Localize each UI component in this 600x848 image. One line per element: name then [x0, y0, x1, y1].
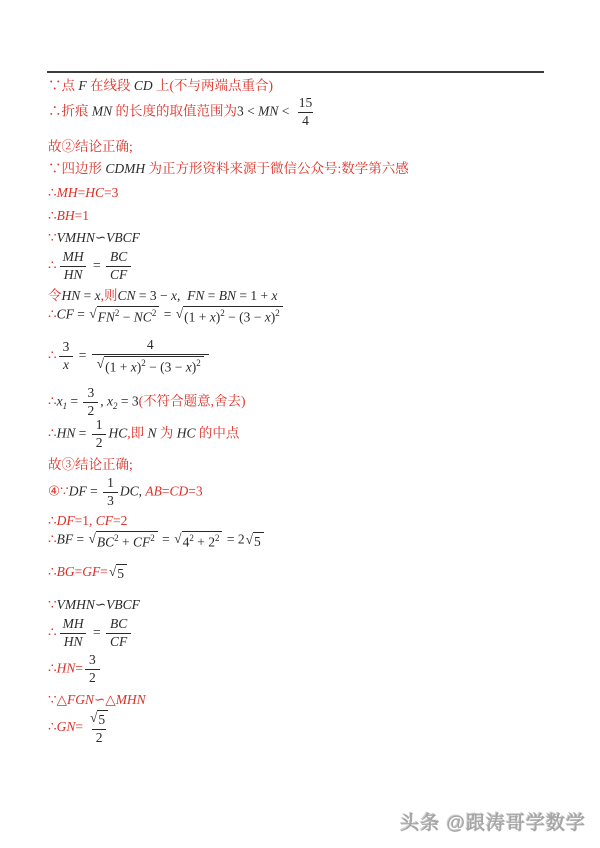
- fraction-denominator: [60, 633, 87, 650]
- math-segment: ): [191, 359, 197, 375]
- math-segment: HN: [56, 660, 76, 676]
- math-segment: ∽△: [93, 692, 116, 707]
- math-segment: F: [78, 78, 87, 93]
- proof-line-14: [48, 457, 133, 473]
- math-segment: −: [119, 309, 134, 325]
- math-segment: MN: [91, 103, 113, 119]
- math-segment: 1: [95, 417, 103, 432]
- math-segment: =: [86, 483, 102, 499]
- proof-line-13: [48, 418, 239, 451]
- math-segment: 为正方形: [145, 161, 203, 176]
- fraction-denominator: [59, 356, 73, 373]
- math-segment: ∵点: [48, 78, 79, 93]
- square-root: [174, 531, 222, 550]
- math-segment: HN: [61, 288, 81, 303]
- math-segment: x: [56, 393, 63, 409]
- radicand: [253, 532, 264, 550]
- fraction: [59, 617, 88, 650]
- fraction-numerator: [85, 710, 113, 729]
- math-segment: x: [130, 359, 137, 375]
- subscript: 2: [112, 401, 118, 412]
- math-segment: BG: [56, 564, 75, 579]
- math-segment: DC: [119, 483, 139, 499]
- fraction: [85, 653, 100, 686]
- math-segment: VBCF: [106, 597, 140, 612]
- math-segment: x: [171, 288, 178, 303]
- fraction-numerator: [106, 250, 131, 266]
- fraction-denominator: [92, 354, 209, 375]
- math-segment: BF: [56, 531, 74, 547]
- square-root: [246, 532, 264, 550]
- math-segment: BH: [56, 208, 75, 223]
- math-segment: =: [100, 564, 108, 579]
- fraction-numerator: [103, 476, 118, 492]
- fraction: [295, 96, 317, 129]
- fraction-numerator: [106, 617, 131, 633]
- math-segment: GF: [82, 564, 101, 579]
- fraction-numerator: [83, 386, 98, 402]
- math-segment: MH: [62, 249, 84, 264]
- math-segment: 故②结论正确;: [48, 139, 133, 154]
- math-segment: 3: [88, 652, 96, 667]
- square-root: [97, 356, 204, 375]
- math-segment: 5: [117, 566, 125, 582]
- math-segment: 15: [298, 95, 313, 110]
- math-segment: 的长度的取值范围为: [112, 103, 237, 119]
- math-segment: =: [89, 624, 104, 640]
- radical-sign: √: [96, 355, 105, 371]
- math-segment: ): [270, 309, 276, 325]
- superscript: 2: [214, 533, 220, 543]
- math-segment: =3: [103, 185, 119, 200]
- fraction: [59, 250, 88, 283]
- math-segment: =: [161, 483, 170, 499]
- math-segment: ∴: [48, 257, 57, 273]
- fraction-denominator: [103, 492, 118, 509]
- math-segment: =: [80, 288, 95, 303]
- math-segment: +: [118, 534, 134, 550]
- math-segment: 的中点: [195, 425, 240, 441]
- math-segment: =3: [188, 483, 203, 499]
- fraction: [106, 617, 131, 650]
- radical-sign: √: [174, 531, 182, 546]
- math-segment: BC: [109, 249, 128, 264]
- math-segment: ∴: [48, 425, 57, 441]
- math-segment: HC: [108, 425, 128, 441]
- math-segment: = 3 −: [135, 288, 172, 303]
- fraction-numerator: [295, 96, 317, 112]
- fraction-numerator: [143, 338, 158, 354]
- math-segment: (1 +: [184, 309, 210, 325]
- math-segment: − (3 −: [224, 309, 265, 325]
- radical-sign: √: [89, 710, 98, 725]
- math-segment: CD: [169, 483, 189, 499]
- math-segment: x: [94, 288, 101, 303]
- radicand: [96, 531, 158, 550]
- fraction-denominator: [92, 729, 107, 746]
- fraction: [83, 386, 98, 419]
- math-segment: <: [278, 103, 293, 119]
- superscript: 2: [196, 357, 201, 368]
- math-segment: =: [74, 564, 83, 579]
- math-segment: 2: [95, 434, 103, 450]
- math-segment: NC: [133, 309, 152, 325]
- radical-sign: √: [175, 306, 184, 321]
- superscript: 2: [151, 308, 157, 318]
- math-segment: 3 <: [237, 103, 259, 119]
- radical-sign: √: [88, 531, 96, 546]
- math-segment: 3: [87, 385, 95, 400]
- proof-line-11: [48, 338, 211, 375]
- math-segment: 2: [95, 729, 103, 745]
- math-segment: ∴: [48, 624, 57, 640]
- math-segment: BN: [218, 288, 237, 303]
- proof-line-22: [48, 692, 146, 708]
- math-segment: ∴: [48, 393, 57, 409]
- superscript: 2: [114, 308, 120, 318]
- proof-line-12: [48, 386, 245, 419]
- proof-line-21: [48, 653, 102, 686]
- fraction-denominator: [60, 266, 87, 283]
- math-segment: + 2: [193, 534, 215, 550]
- proof-line-1: [48, 78, 273, 94]
- math-segment: =: [75, 718, 83, 734]
- math-segment: 上(不与两端点重合): [152, 78, 274, 93]
- proof-line-19: [48, 597, 140, 613]
- math-segment: GN: [56, 718, 76, 734]
- superscript: 2: [189, 533, 194, 543]
- math-segment: =: [75, 347, 90, 363]
- math-segment: 4: [146, 337, 154, 352]
- math-segment: ∴: [48, 513, 57, 528]
- math-segment: x: [185, 359, 192, 375]
- math-segment: N: [147, 425, 157, 441]
- math-segment: BC: [96, 534, 115, 550]
- math-segment: x: [209, 309, 216, 325]
- proof-line-10: [48, 306, 284, 325]
- fraction: [85, 710, 113, 745]
- radical-sign: √: [108, 564, 117, 580]
- math-segment: HN: [56, 425, 76, 441]
- math-segment: HC: [176, 425, 196, 441]
- math-segment: CF: [109, 633, 128, 649]
- proof-line-9: [48, 288, 278, 304]
- math-segment: =1: [74, 208, 89, 223]
- math-segment: AB: [145, 483, 162, 499]
- math-segment: x: [271, 288, 278, 303]
- math-segment: ∴: [48, 718, 57, 734]
- math-segment: ): [136, 359, 142, 375]
- math-segment: 2: [87, 402, 95, 418]
- math-segment: CF: [56, 306, 74, 322]
- math-segment: =: [77, 185, 86, 200]
- math-segment: ∴: [48, 208, 57, 223]
- math-segment: FN: [97, 309, 115, 325]
- math-segment: ∴: [48, 347, 57, 363]
- proof-line-15: [48, 476, 203, 509]
- proof-line-2: [48, 96, 318, 129]
- math-segment: ∵四边形: [48, 161, 106, 176]
- math-segment: 令: [48, 288, 62, 303]
- math-segment: ∴折痕: [48, 103, 92, 119]
- math-segment: =: [75, 660, 83, 676]
- math-segment: DF: [68, 483, 87, 499]
- square-root: [89, 306, 159, 325]
- radicand: [104, 356, 204, 375]
- math-segment: MHN: [115, 692, 146, 707]
- math-segment: HN: [63, 633, 83, 649]
- math-segment: CF: [109, 266, 128, 282]
- fraction: [103, 476, 118, 509]
- radical-sign: √: [245, 531, 254, 547]
- proof-line-20: [48, 617, 133, 650]
- math-segment: 1: [107, 475, 114, 490]
- math-segment: = 3: [117, 393, 139, 409]
- fraction-denominator: [106, 633, 131, 650]
- top-horizontal-rule: [47, 71, 544, 73]
- math-segment: =1,: [74, 513, 96, 528]
- superscript: 2: [114, 533, 119, 543]
- proof-line-7: [48, 230, 140, 246]
- math-segment: ∴: [48, 185, 57, 200]
- math-segment: CF: [133, 534, 151, 550]
- math-segment: 3: [107, 492, 114, 508]
- proof-line-6: [48, 208, 89, 224]
- math-segment: CD: [133, 78, 153, 93]
- math-segment: 5: [254, 533, 261, 549]
- math-segment: x: [62, 356, 69, 372]
- math-segment: (不符合题意,舍去): [138, 393, 246, 409]
- math-segment: ,则: [100, 288, 118, 303]
- math-segment: CF: [95, 513, 113, 528]
- fraction: [59, 340, 74, 373]
- math-segment: ∵△: [48, 692, 67, 707]
- math-segment: =: [73, 306, 89, 322]
- radicand: [97, 710, 108, 728]
- math-segment: =: [73, 531, 88, 547]
- proof-line-5: [48, 185, 118, 201]
- fraction-numerator: [85, 653, 100, 669]
- math-segment: 在线段: [86, 78, 134, 93]
- math-segment: MN: [258, 103, 279, 119]
- math-segment: VBCF: [106, 230, 140, 245]
- math-segment: =: [160, 306, 175, 322]
- math-segment: = 1 +: [236, 288, 272, 303]
- math-segment: ,: [177, 288, 188, 303]
- radicand: [97, 306, 160, 325]
- math-segment: =: [67, 393, 82, 409]
- math-segment: x: [264, 309, 271, 325]
- math-segment: − (3 −: [145, 359, 186, 375]
- fraction: [106, 250, 131, 283]
- math-segment: =: [75, 425, 90, 441]
- fraction-numerator: [59, 250, 88, 266]
- square-root: [176, 306, 283, 325]
- radical-sign: √: [89, 306, 97, 321]
- fraction-numerator: [59, 340, 74, 356]
- superscript: 2: [141, 357, 146, 368]
- math-segment: 4: [182, 534, 190, 550]
- math-segment: ∴: [48, 660, 57, 676]
- math-segment: CDMH: [105, 161, 146, 176]
- superscript: 2: [150, 533, 155, 543]
- math-segment: ): [215, 309, 221, 325]
- math-segment: VMHN: [56, 597, 95, 612]
- math-segment: DF: [56, 513, 75, 528]
- math-segment: =2: [112, 513, 128, 528]
- square-root: [88, 531, 157, 550]
- math-segment: = 2: [223, 531, 245, 547]
- proof-line-16: [48, 513, 127, 529]
- proof-line-8: [48, 250, 133, 283]
- math-segment: ,即: [127, 425, 148, 441]
- fraction-denominator: [92, 434, 107, 451]
- math-segment: ④∵: [48, 483, 69, 499]
- radicand: [116, 564, 127, 582]
- math-segment: ∵: [48, 230, 57, 245]
- fraction: [92, 338, 209, 375]
- fraction: [92, 418, 107, 451]
- math-segment: FN: [187, 288, 205, 303]
- superscript: 2: [220, 308, 225, 318]
- square-root: [90, 710, 108, 728]
- square-root: [109, 564, 127, 582]
- subscript: 1: [62, 401, 68, 412]
- proof-line-3: [48, 139, 133, 155]
- radicand: [182, 531, 223, 550]
- fraction-numerator: [59, 617, 88, 633]
- math-segment: VMHN: [56, 230, 95, 245]
- math-segment: MH: [62, 616, 84, 631]
- fraction-denominator: [106, 266, 131, 283]
- proof-line-17: [48, 531, 265, 550]
- math-segment: 资料来源于微信公众号:数学第六感: [202, 161, 409, 176]
- math-segment: 为: [156, 425, 177, 441]
- math-segment: 5: [98, 712, 106, 727]
- math-segment: 故③结论正确;: [48, 457, 133, 472]
- math-segment: ∽: [94, 597, 107, 612]
- math-segment: =: [204, 288, 219, 303]
- fraction-numerator: [92, 418, 107, 434]
- math-segment: 2: [88, 669, 96, 685]
- math-segment: ,: [138, 483, 146, 499]
- math-segment: CN: [117, 288, 136, 303]
- math-segment: MH: [56, 185, 78, 200]
- proof-line-23: [48, 710, 115, 745]
- math-segment: HN: [63, 266, 83, 282]
- watermark-text: 头条 @跟涛哥学数学: [400, 813, 586, 834]
- math-segment: ∽: [94, 230, 107, 245]
- math-segment: ,: [100, 393, 107, 409]
- fraction-denominator: [85, 669, 100, 686]
- radicand: [183, 306, 283, 325]
- math-segment: (1 +: [105, 359, 131, 375]
- math-segment: FGN: [66, 692, 94, 707]
- math-segment: x: [106, 393, 113, 409]
- math-segment: ∴: [48, 564, 57, 579]
- math-segment: ∴: [48, 306, 57, 322]
- math-segment: ∵: [48, 597, 57, 612]
- math-segment: ∴: [48, 531, 57, 547]
- math-segment: =: [158, 531, 174, 547]
- superscript: 2: [275, 308, 280, 318]
- math-segment: =: [89, 257, 104, 273]
- math-segment: 4: [302, 112, 309, 128]
- math-segment: BC: [109, 616, 128, 631]
- fraction-denominator: [298, 112, 313, 129]
- math-segment: HC: [85, 185, 104, 200]
- math-segment: 3: [62, 339, 70, 355]
- proof-line-4: [48, 161, 409, 177]
- proof-line-18: [48, 564, 128, 582]
